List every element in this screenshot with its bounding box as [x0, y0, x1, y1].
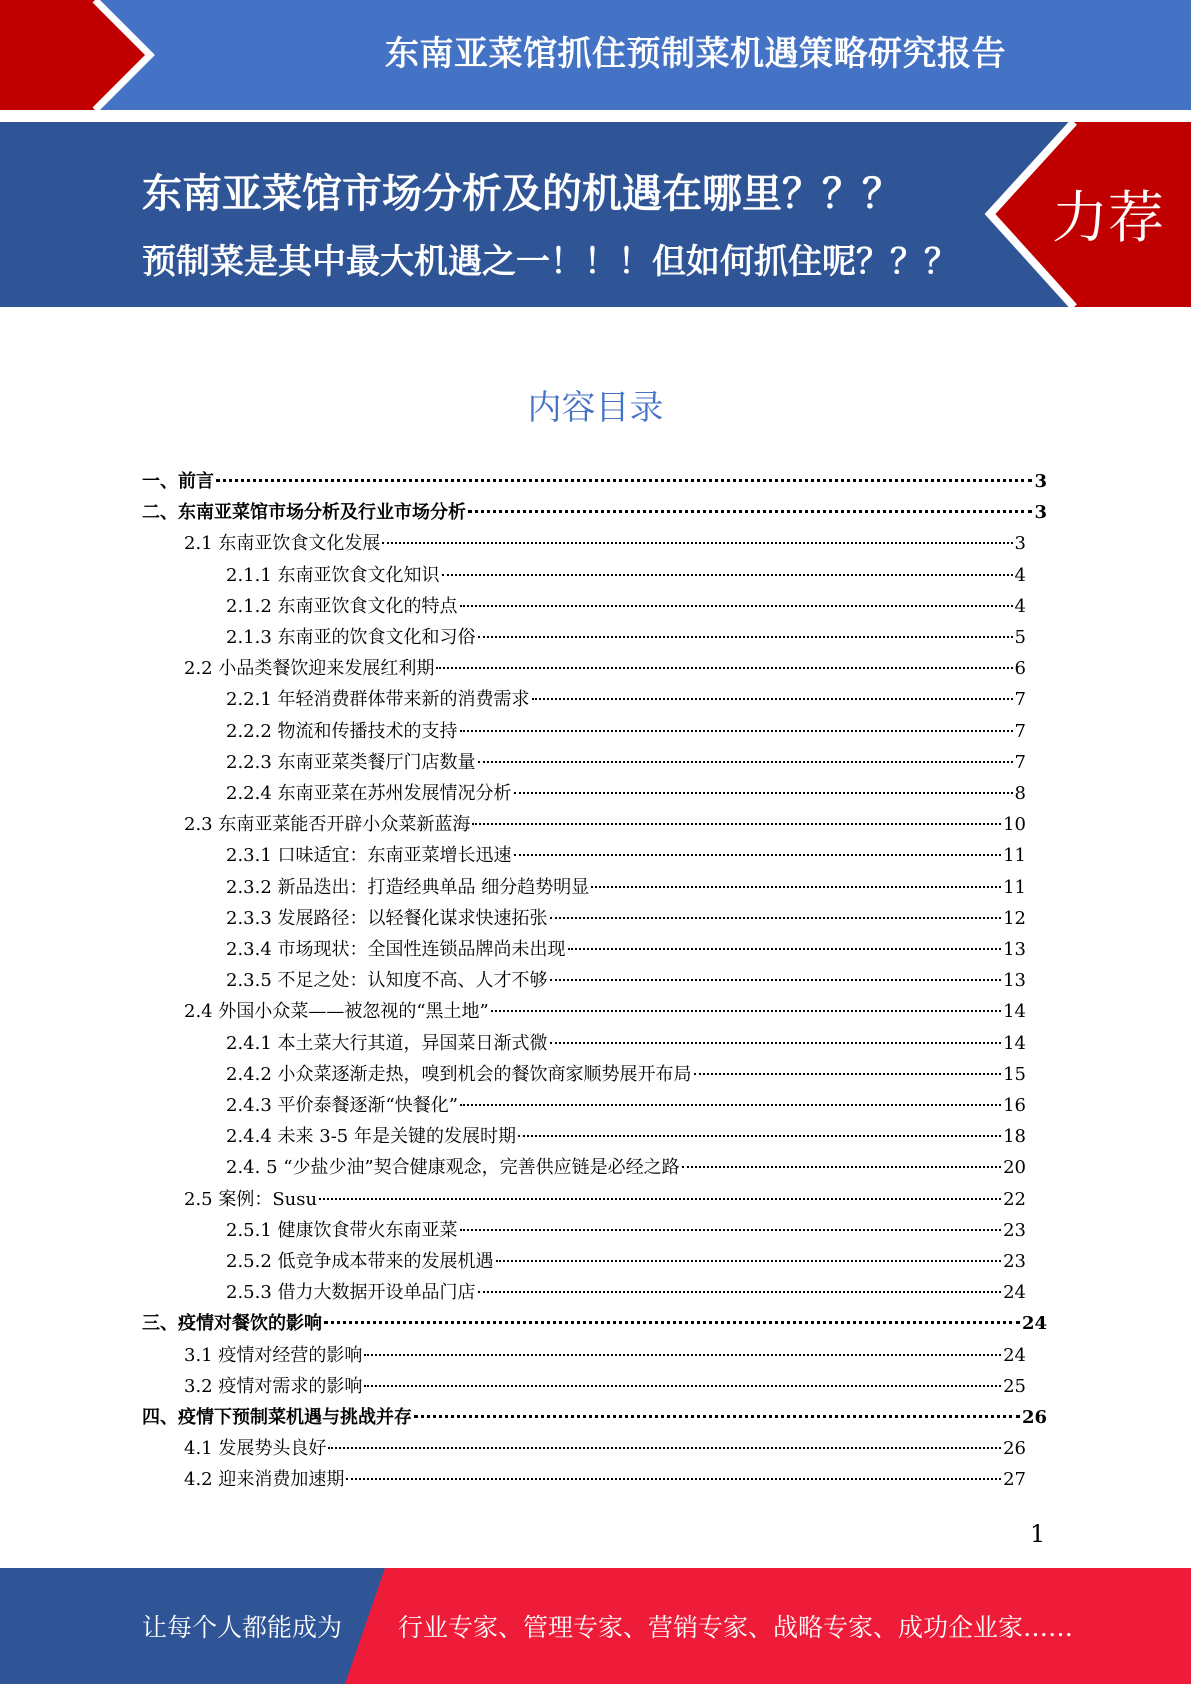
page-number: 1: [1030, 1520, 1046, 1548]
toc-entry[interactable]: [226, 1277, 1026, 1308]
toc-entry[interactable]: [184, 1371, 1026, 1402]
toc-entry[interactable]: [184, 1464, 1026, 1495]
toc-entry-label: 2.2.1 年轻消费群体带来新的消费需求: [226, 689, 530, 711]
toc-entry-page: 4: [1014, 564, 1026, 586]
toc-entry-label: 2.2.4 东南亚菜在苏州发展情况分析: [226, 783, 512, 804]
toc-entry-page: 14: [1003, 1001, 1026, 1023]
toc-entry-page: 13: [1003, 939, 1026, 960]
toc-entry[interactable]: [226, 747, 1026, 778]
toc-entry-label: 2.5 案例：Susu: [184, 1188, 318, 1210]
toc-leader-dots: [550, 979, 1002, 981]
toc-leader-dots: [364, 1385, 1001, 1387]
toc-entry[interactable]: [184, 996, 1026, 1027]
toc-leader-dots: [414, 1415, 1020, 1418]
toc-leader-dots: [514, 792, 1013, 794]
toc-entry-page: 16: [1003, 1095, 1026, 1116]
toc-entry-page: 12: [1003, 907, 1026, 929]
red-chevron-decoration: [0, 0, 160, 110]
toc-entry-page: 24: [1003, 1282, 1026, 1304]
toc-entry[interactable]: [226, 840, 1026, 871]
toc-entry-label: 三、疫情对餐饮的影响: [142, 1313, 322, 1335]
toc-entry[interactable]: [226, 1090, 1026, 1121]
toc-entry[interactable]: [226, 903, 1026, 934]
toc-entry[interactable]: [184, 528, 1026, 559]
toc-leader-dots: [568, 948, 1002, 950]
toc-leader-dots: [436, 667, 1012, 669]
toc-entry-label: 4.1 发展势头良好: [184, 1438, 327, 1460]
toc-entry[interactable]: [184, 653, 1026, 684]
toc-leader-dots: [518, 1135, 1001, 1137]
toc-entry[interactable]: [184, 1433, 1026, 1464]
toc-entry-page: 11: [1003, 876, 1026, 898]
toc-leader-dots: [460, 730, 1013, 732]
toc-leader-dots: [478, 636, 1013, 638]
toc-entry[interactable]: [226, 778, 1026, 809]
toc-leader-dots: [682, 1166, 1001, 1168]
toc-leader-dots: [328, 1447, 1001, 1449]
headline-banner: [0, 122, 1191, 307]
toc-entry-label: 2.5.3 借力大数据开设单品门店: [226, 1282, 476, 1304]
toc-entry-label: 2.3.1 口味适宜：东南亚菜增长迅速: [226, 845, 512, 867]
toc-entry-label: 2.2.3 东南亚菜类餐厅门店数量: [226, 751, 476, 773]
toc-leader-dots: [472, 823, 1001, 825]
toc-entry-page: 7: [1014, 751, 1026, 773]
toc-leader-dots: [324, 1321, 1020, 1324]
toc-entry-page: 3: [1034, 502, 1047, 524]
report-title: 东南亚菜馆抓住预制菜机遇策略研究报告: [385, 34, 1006, 74]
toc-entry-label: 3.2 疫情对需求的影响: [184, 1375, 363, 1397]
toc-entry-label: 2.2.2 物流和传播技术的支持: [226, 720, 458, 742]
toc-entry[interactable]: [226, 965, 1026, 996]
toc-entry-page: 13: [1003, 970, 1026, 992]
toc-entry-page: 11: [1003, 845, 1026, 867]
footer-banner: [0, 1568, 1191, 1684]
footer-slogan-left: 让每个人都能成为: [142, 1613, 343, 1642]
toc-entry-label: 二、东南亚菜馆市场分析及行业市场分析: [142, 502, 466, 524]
toc-leader-dots: [496, 1260, 1002, 1262]
toc-entry-page: 3: [1034, 471, 1047, 492]
toc-leader-dots: [514, 854, 1002, 856]
toc-entry[interactable]: [142, 1308, 1047, 1339]
toc-entry-page: 4: [1014, 595, 1026, 617]
report-title-bar: [0, 0, 1191, 110]
toc-leader-dots: [319, 1198, 1001, 1200]
headline-answer: 预制菜是其中最大机遇之一！！！但如何抓住呢？？？: [142, 242, 958, 282]
toc-entry-page: 25: [1003, 1375, 1026, 1397]
toc-entry[interactable]: [226, 1059, 1026, 1090]
toc-leader-dots: [460, 1104, 1001, 1106]
toc-entry-page: 3: [1014, 533, 1026, 555]
toc-entry-label: 2.2 小品类餐饮迎来发展红利期: [184, 658, 435, 680]
toc-entry-label: 2.4.1 本土菜大行其道，异国菜日渐式微: [226, 1032, 548, 1054]
toc-leader-dots: [591, 886, 1001, 888]
toc-entry[interactable]: [226, 1121, 1026, 1152]
toc-entry[interactable]: [226, 684, 1026, 715]
recommend-badge: 力荐: [1052, 186, 1164, 251]
toc-entry-label: 4.2 迎来消费加速期: [184, 1469, 345, 1491]
toc-entry-label: 2.1.3 东南亚的饮食文化和习俗: [226, 627, 476, 648]
toc-entry[interactable]: [142, 1402, 1047, 1433]
toc-leader-dots: [491, 1010, 1001, 1012]
toc-entry[interactable]: [226, 1152, 1026, 1183]
toc-entry-page: 6: [1014, 658, 1026, 680]
toc-leader-dots: [382, 542, 1012, 544]
toc-title: 内容目录: [527, 388, 664, 428]
toc-leader-dots: [532, 698, 1013, 700]
toc-entry-page: 8: [1014, 783, 1026, 804]
toc-leader-dots: [478, 761, 1013, 763]
toc-entry-label: 一、前言: [142, 471, 214, 492]
toc-entry[interactable]: [142, 466, 1047, 497]
toc-entry[interactable]: [226, 1028, 1026, 1059]
toc-entry-page: 7: [1014, 689, 1026, 711]
toc-entry-label: 2.4.3 平价泰餐逐渐“快餐化”: [226, 1095, 458, 1116]
toc-entry[interactable]: [226, 1215, 1026, 1246]
toc-entry-page: 22: [1003, 1188, 1026, 1210]
toc-entry-page: 23: [1003, 1251, 1026, 1272]
toc-entry-page: 24: [1003, 1344, 1026, 1366]
toc-entry[interactable]: [142, 497, 1047, 528]
toc-entry-label: 2.3 东南亚菜能否开辟小众菜新蓝海: [184, 814, 471, 836]
toc-leader-dots: [216, 479, 1032, 482]
toc-entry[interactable]: [184, 1340, 1026, 1371]
toc-entry[interactable]: [226, 560, 1026, 591]
toc-entry-label: 2.3.2 新品迭出：打造经典单品 细分趋势明显: [226, 876, 590, 898]
toc-leader-dots: [694, 1073, 1002, 1075]
toc-entry-label: 3.1 疫情对经营的影响: [184, 1344, 363, 1366]
toc-entry-label: 2.4 外国小众菜——被忽视的“黑土地”: [184, 1001, 489, 1023]
toc-entry-label: 2.5.1 健康饮食带火东南亚菜: [226, 1219, 458, 1241]
toc-entry[interactable]: [226, 716, 1026, 747]
toc-leader-dots: [550, 1042, 1002, 1044]
toc-entry[interactable]: [226, 622, 1026, 653]
toc-entry-page: 26: [1003, 1438, 1026, 1460]
toc-leader-dots: [468, 510, 1032, 513]
toc-entry-page: 14: [1003, 1032, 1026, 1054]
toc-entry-label: 2.4. 5 “少盐少油”契合健康观念，完善供应链是必经之路: [226, 1157, 680, 1179]
toc-entry[interactable]: [226, 934, 1026, 965]
toc-entry[interactable]: [226, 591, 1026, 622]
toc-entry-page: 7: [1014, 720, 1026, 742]
toc-entry[interactable]: [226, 1246, 1026, 1277]
toc-leader-dots: [442, 574, 1013, 576]
toc-entry-label: 2.4.4 未来 3-5 年是关键的发展时期: [226, 1126, 516, 1148]
toc-entry-page: 10: [1003, 814, 1026, 836]
footer-slogan-right: 行业专家、管理专家、营销专家、战略专家、成功企业家……: [398, 1613, 1074, 1642]
toc-entry-page: 24: [1021, 1313, 1047, 1335]
toc-entry-page: 20: [1003, 1157, 1026, 1179]
toc-entry-label: 2.4.2 小众菜逐渐走热，嗅到机会的餐饮商家顺势展开布局: [226, 1063, 692, 1085]
toc-leader-dots: [460, 605, 1013, 607]
toc-entry-page: 26: [1021, 1407, 1047, 1428]
toc-entry-label: 2.1.2 东南亚饮食文化的特点: [226, 595, 458, 617]
toc-entry-page: 18: [1003, 1126, 1026, 1148]
toc-entry-page: 27: [1003, 1469, 1026, 1491]
toc-entry-label: 2.5.2 低竞争成本带来的发展机遇: [226, 1251, 494, 1272]
toc-entry-label: 四、疫情下预制菜机遇与挑战并存: [142, 1407, 412, 1428]
toc-entry-label: 2.3.4 市场现状：全国性连锁品牌尚未出现: [226, 939, 566, 960]
toc-entry-page: 5: [1014, 627, 1026, 648]
toc-entry-page: 15: [1003, 1063, 1026, 1085]
toc-entry-label: 2.1.1 东南亚饮食文化知识: [226, 564, 440, 586]
toc-entry-label: 2.3.3 发展路径：以轻餐化谋求快速拓张: [226, 907, 548, 929]
toc-leader-dots: [346, 1478, 1001, 1480]
toc-entry[interactable]: [184, 809, 1026, 840]
headline-question: 东南亚菜馆市场分析及的机遇在哪里？？？: [142, 171, 902, 217]
toc-leader-dots: [478, 1291, 1002, 1293]
toc-entry-label: 2.3.5 不足之处：认知度不高、人才不够: [226, 970, 548, 992]
toc-leader-dots: [460, 1229, 1002, 1231]
toc-entry[interactable]: [226, 872, 1026, 903]
toc-entry[interactable]: [184, 1184, 1026, 1215]
toc-leader-dots: [550, 917, 1002, 919]
toc-entry-page: 23: [1003, 1219, 1026, 1241]
toc-entry-label: 2.1 东南亚饮食文化发展: [184, 533, 381, 555]
toc-leader-dots: [364, 1354, 1001, 1356]
